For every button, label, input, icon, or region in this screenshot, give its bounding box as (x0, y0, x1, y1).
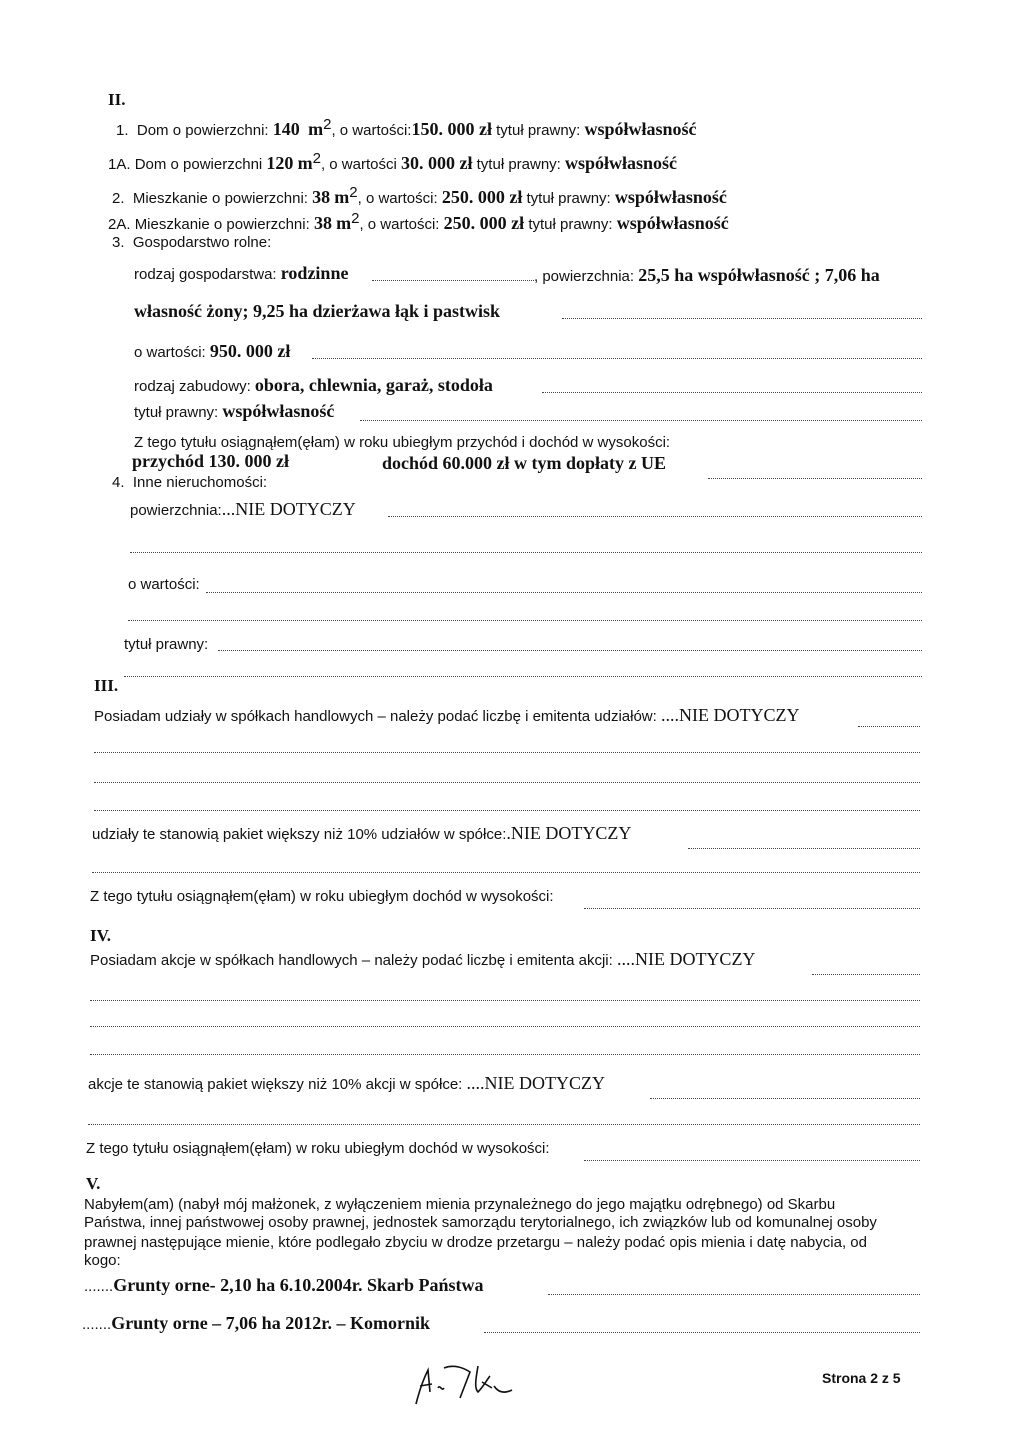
dotted-line (90, 1026, 920, 1027)
property-item-2a (108, 210, 729, 234)
item-value-label: , o wartości: (331, 122, 412, 139)
dotted-line (94, 752, 920, 753)
dotted-line (90, 1000, 920, 1001)
item-value: 150. 000 zł (411, 119, 492, 139)
item-title-label: tytuł prawny: (476, 156, 561, 173)
section-2-heading: II. (108, 90, 126, 109)
item-unit: m (297, 153, 313, 173)
shares-packet-value: .NIE DOTYCZY (506, 823, 632, 843)
dotted-line (130, 552, 922, 553)
item-number: 2. (112, 190, 125, 207)
shares-value: ....NIE DOTYCZY (660, 705, 800, 725)
item-unit-sup: 2 (349, 184, 358, 201)
item-value-label: , o wartości: (359, 216, 440, 233)
farm-heading (112, 234, 271, 252)
stocks-packet-label: akcje te stanowią pakiet większy niż 10% akcji w spółce: (88, 1076, 463, 1093)
item-area: 38 (312, 187, 331, 207)
dotted-line (218, 650, 922, 651)
item-unit-sup: 2 (312, 150, 321, 167)
item-label: Dom o powierzchni: (136, 122, 269, 139)
farm-income (382, 454, 666, 474)
item-number: 1A. (108, 156, 131, 173)
section-3-heading: III. (94, 676, 119, 695)
farm-buildings-row (134, 376, 493, 396)
dotted-line (312, 358, 922, 359)
entry-prefix: ....... (82, 1316, 112, 1333)
dotted-line (206, 592, 922, 593)
dotted-line (708, 478, 922, 479)
property-item-1 (116, 116, 697, 140)
page-number: Strona 2 z 5 (822, 1370, 901, 1386)
item-title: współwłasność (584, 119, 697, 139)
entry-value: Grunty orne – 7,06 ha 2012r. – Komornik (111, 1313, 431, 1333)
shares-row (94, 706, 799, 726)
other-property-label: Inne nieruchomości: (132, 474, 268, 491)
item-label: Dom o powierzchni (134, 156, 263, 173)
other-value-label: o wartości: (128, 576, 200, 593)
farm-area-value: 25,5 ha współwłasność ; 7,06 ha (638, 265, 880, 285)
section-4-heading: IV. (90, 926, 111, 945)
shares-label: Posiadam udziały w spółkach handlowych – należy podać liczbę i emitenta udziałów: (94, 708, 657, 725)
item-area: 38 (313, 213, 332, 233)
shares-packet-label: udziały te stanowią pakiet większy niż 10% udziałów w spółce: (92, 826, 507, 843)
handwritten-signature (408, 1358, 538, 1412)
farm-revenue-value: przychód 130. 000 zł (132, 451, 289, 471)
other-area-row (130, 500, 356, 520)
dotted-line (372, 280, 534, 281)
dotted-line (94, 810, 920, 811)
item-value: 250. 000 zł (441, 187, 523, 207)
farm-area-row (534, 266, 880, 286)
stocks-packet-row (88, 1074, 605, 1094)
dotted-line (858, 726, 920, 727)
acquired-paragraph-line-1: Nabyłem(am) (nabył mój małżonek, z wyłączeniem mienia przynależnego do jego majątku odrębnego) od Skarbu (84, 1196, 836, 1213)
farm-value-label: o wartości: (134, 344, 206, 361)
stocks-packet-value: ....NIE DOTYCZY (466, 1073, 605, 1093)
dotted-line (90, 1054, 920, 1055)
item-label: Mieszkanie o powierzchni: (132, 190, 308, 207)
item-value: 30. 000 zł (400, 153, 473, 173)
item-number: 2A. (108, 216, 131, 233)
item-title-label: tytuł prawny: (496, 122, 581, 139)
entry-value: Grunty orne- 2,10 ha 6.10.2004r. Skarb Państwa (113, 1275, 484, 1295)
dotted-line (584, 1160, 920, 1161)
dotted-line (124, 676, 922, 677)
property-item-1a (108, 150, 677, 174)
farm-title-value: współwłasność (222, 401, 335, 421)
item-title: współwłasność (616, 213, 729, 233)
farm-type-label: rodzaj gospodarstwa: (134, 266, 277, 283)
farm-title-row (134, 402, 334, 422)
dotted-line (388, 516, 922, 517)
other-title-label: tytuł prawny: (124, 636, 209, 653)
item-area: 140 (272, 119, 300, 139)
farm-area-continued-value: własność żony; 9,25 ha dzierżawa łąk i pastwisk (134, 301, 501, 321)
dotted-line (88, 1124, 920, 1125)
dotted-line (128, 620, 922, 621)
farm-buildings-label: rodzaj zabudowy: (134, 378, 251, 395)
item-value: 250. 000 zł (443, 213, 525, 233)
item-area: 120 (266, 153, 294, 173)
dotted-line (688, 848, 920, 849)
other-property-heading (112, 474, 267, 492)
farm-type-value: rodzinne (280, 263, 349, 283)
acquired-paragraph-line-2: Państwa, innej państwowej osoby prawnej, jednostek samorządu terytorialnego, ich związków lub od komunalnej osoby (84, 1214, 877, 1231)
item-title-label: tytuł prawny: (526, 190, 611, 207)
dotted-line (92, 872, 920, 873)
farm-area-label: , powierzchnia: (534, 268, 635, 285)
farm-buildings-value: obora, chlewnia, garaż, stodoła (254, 375, 493, 395)
stocks-label: Posiadam akcje w spółkach handlowych – należy podać liczbę i emitenta akcji: (90, 952, 613, 969)
acquired-entry-2 (82, 1314, 430, 1334)
dotted-line (484, 1332, 920, 1333)
entry-prefix: ....... (84, 1278, 114, 1295)
item-value-label: , o wartości: (357, 190, 438, 207)
dotted-line (548, 1294, 920, 1295)
other-area-value: ...NIE DOTYCZY (221, 499, 356, 519)
dotted-line (94, 782, 920, 783)
item-unit: m (336, 213, 352, 233)
dotted-line (542, 392, 922, 393)
property-item-2 (112, 184, 727, 208)
farm-type-row (134, 264, 348, 284)
item-unit-sup: 2 (323, 116, 332, 133)
acquired-paragraph-line-4: kogo: (84, 1252, 121, 1269)
farm-label: Gospodarstwo rolne: (132, 234, 272, 251)
farm-title-label: tytuł prawny: (134, 404, 219, 421)
stocks-income-text: Z tego tytułu osiągnąłem(ęłam) w roku ubiegłym dochód w wysokości: (86, 1140, 550, 1157)
farm-income-value: dochód 60.000 zł w tym dopłaty z UE (382, 453, 667, 473)
item-unit-sup: 2 (351, 210, 360, 227)
item-unit: m (308, 119, 324, 139)
dotted-line (812, 974, 920, 975)
dotted-line (650, 1098, 920, 1099)
item-label: Mieszkanie o powierzchni: (134, 216, 310, 233)
shares-packet-row (92, 824, 631, 844)
farm-value: 950. 000 zł (209, 341, 291, 361)
acquired-paragraph-line-3: prawnej następujące mienie, które podlegało zbyciu w drodze przetargu – należy podać opis mienia i datę nabycia, od (84, 1234, 867, 1251)
farm-area-continued (134, 302, 500, 322)
farm-revenue (132, 452, 289, 472)
dotted-line (562, 318, 922, 319)
other-property-number: 4. (112, 474, 125, 491)
stocks-row (90, 950, 755, 970)
item-unit: m (334, 187, 350, 207)
dotted-line (360, 420, 922, 421)
item-value-label: , o wartości (320, 156, 397, 173)
section-5-heading: V. (86, 1174, 101, 1193)
item-title: współwłasność (614, 187, 727, 207)
shares-income-text: Z tego tytułu osiągnąłem(ęłam) w roku ubiegłym dochód w wysokości: (90, 888, 554, 905)
farm-value-row (134, 342, 290, 362)
dotted-line (584, 908, 920, 909)
farm-income-text: Z tego tytułu osiągnąłem(ęłam) w roku ubiegłym przychód i dochód w wysokości: (134, 434, 671, 451)
acquired-entry-1 (84, 1276, 484, 1296)
item-title: współwłasność (565, 153, 678, 173)
farm-number: 3. (112, 234, 125, 251)
item-title-label: tytuł prawny: (528, 216, 613, 233)
other-area-label: powierzchnia: (130, 502, 222, 519)
item-number: 1. (116, 122, 129, 139)
stocks-value: ....NIE DOTYCZY (616, 949, 756, 969)
